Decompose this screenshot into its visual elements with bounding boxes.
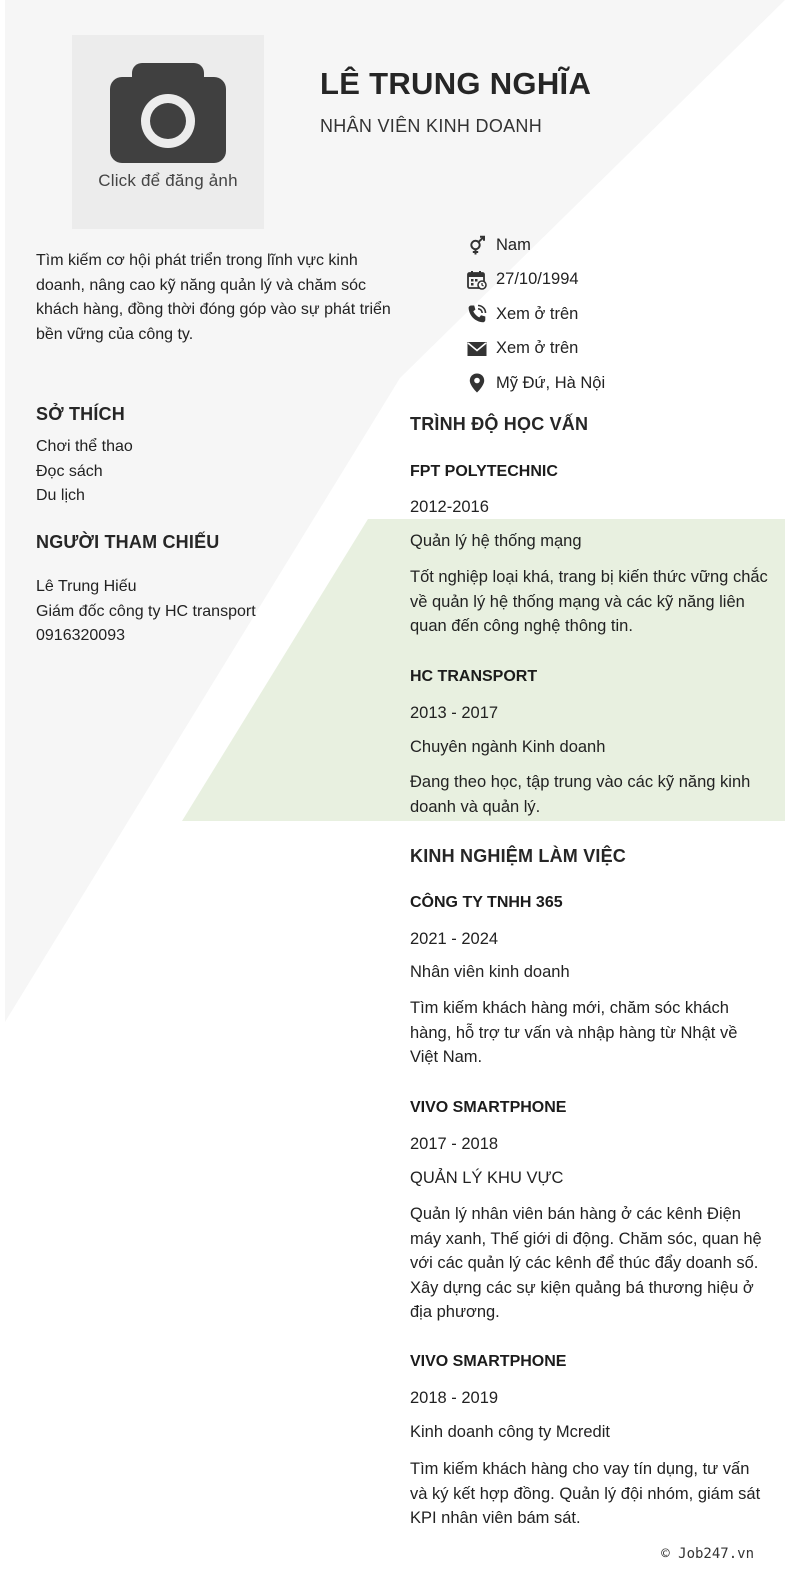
education-period: 2013 - 2017 [410,704,499,722]
experience-period: 2021 - 2024 [410,930,499,948]
contact-gender [466,228,786,263]
education-description: Đang theo học, tập trung vào các kỹ năng kinh doanh và quản lý. [410,773,751,816]
education-school: HC TRANSPORT [410,668,538,685]
education-major: Quản lý hệ thống mạng [410,532,582,550]
photo-caption: Click để đăng ảnh [98,171,238,190]
career-objective: Tìm kiếm cơ hội phát triển trong lĩnh vực kinh doanh, nâng cao kỹ năng quản lý và chăm sóc khách hàng, đồng thời đóng góp vào sự phát triển bền vững của công ty. [36,252,391,343]
contact-email [466,332,786,367]
references-title: NGƯỜI THAM CHIẾU [36,532,220,552]
candidate-role: NHÂN VIÊN KINH DOANH [320,116,543,136]
reference-position: Giám đốc công ty HC transport [36,602,256,620]
gender-icon [466,234,488,256]
contact-info [466,228,786,401]
reference-phone: 0916320093 [36,627,125,644]
hobbies-title: SỞ THÍCH [36,404,125,424]
experience-description: Quản lý nhân viên bán hàng ở các kênh Điện máy xanh, Thế giới di động. Chăm sóc, quan hệ với các quản lý các kênh để thúc đẩy doanh số. Xây dựng các sự kiện quảng bá thương hiệu ở địa phương. [410,1205,762,1321]
experience-position: QUẢN LÝ KHU VỰC [410,1169,564,1187]
experience-period: 2017 - 2018 [410,1135,499,1153]
candidate-name: LÊ TRUNG NGHĨA [320,66,592,101]
references-section [36,532,366,649]
calendar-icon [466,269,488,291]
experience-position: Kinh doanh công ty Mcredit [410,1423,610,1441]
mail-icon [466,338,488,360]
hobby-item: Du lịch [36,487,85,504]
education-description: Tốt nghiệp loại khá, trang bị kiến thức vững chắc về quản lý hệ thống mạng và các kỹ năng liên quan đến công nghệ thông tin. [410,568,768,635]
contact-phone [466,297,786,332]
birthdate-value: 27/10/1994 [496,270,579,289]
experience-title: KINH NGHIỆM LÀM VIỆC [410,846,627,866]
location-pin-icon [466,372,488,394]
education-school: FPT POLYTECHNIC [410,463,558,480]
experience-company: VIVO SMARTPHONE [410,1099,567,1116]
gender-value: Nam [496,235,531,254]
experience-description: Tìm kiếm khách hàng cho vay tín dụng, tư vấn và ký kết hợp đồng. Quản lý đội nhóm, giám sát KPI nhân viên bám sát. [410,1460,761,1527]
footer-copyright: © Job247.vn [661,1546,754,1562]
education-period: 2012-2016 [410,498,489,516]
hobby-item: Đọc sách [36,462,103,480]
phone-icon [466,303,488,325]
experience-position: Nhân viên kinh doanh [410,963,570,981]
experience-description: Tìm kiếm khách hàng mới, chăm sóc khách hàng, hỗ trợ tư vấn và nhập hàng từ Nhật về Việt Nam. [410,999,738,1066]
phone-value: Xem ở trên [496,304,579,323]
experience-company: VIVO SMARTPHONE [410,1353,567,1370]
experience-company: CÔNG TY TNHH 365 [410,894,563,911]
address-value: Mỹ Đứ, Hà Nội [496,373,606,392]
hobby-item: Chơi thể thao [36,438,133,455]
contact-birthdate [466,263,786,298]
education-major: Chuyên ngành Kinh doanh [410,738,606,756]
contact-address [466,366,786,401]
experience-period: 2018 - 2019 [410,1389,499,1407]
camera-icon [110,63,226,165]
email-value: Xem ở trên [496,339,579,358]
reference-name: Lê Trung Hiếu [36,578,137,595]
photo-upload[interactable] [72,35,264,229]
education-title: TRÌNH ĐỘ HỌC VẤN [410,414,589,434]
hobbies-section [36,404,366,509]
